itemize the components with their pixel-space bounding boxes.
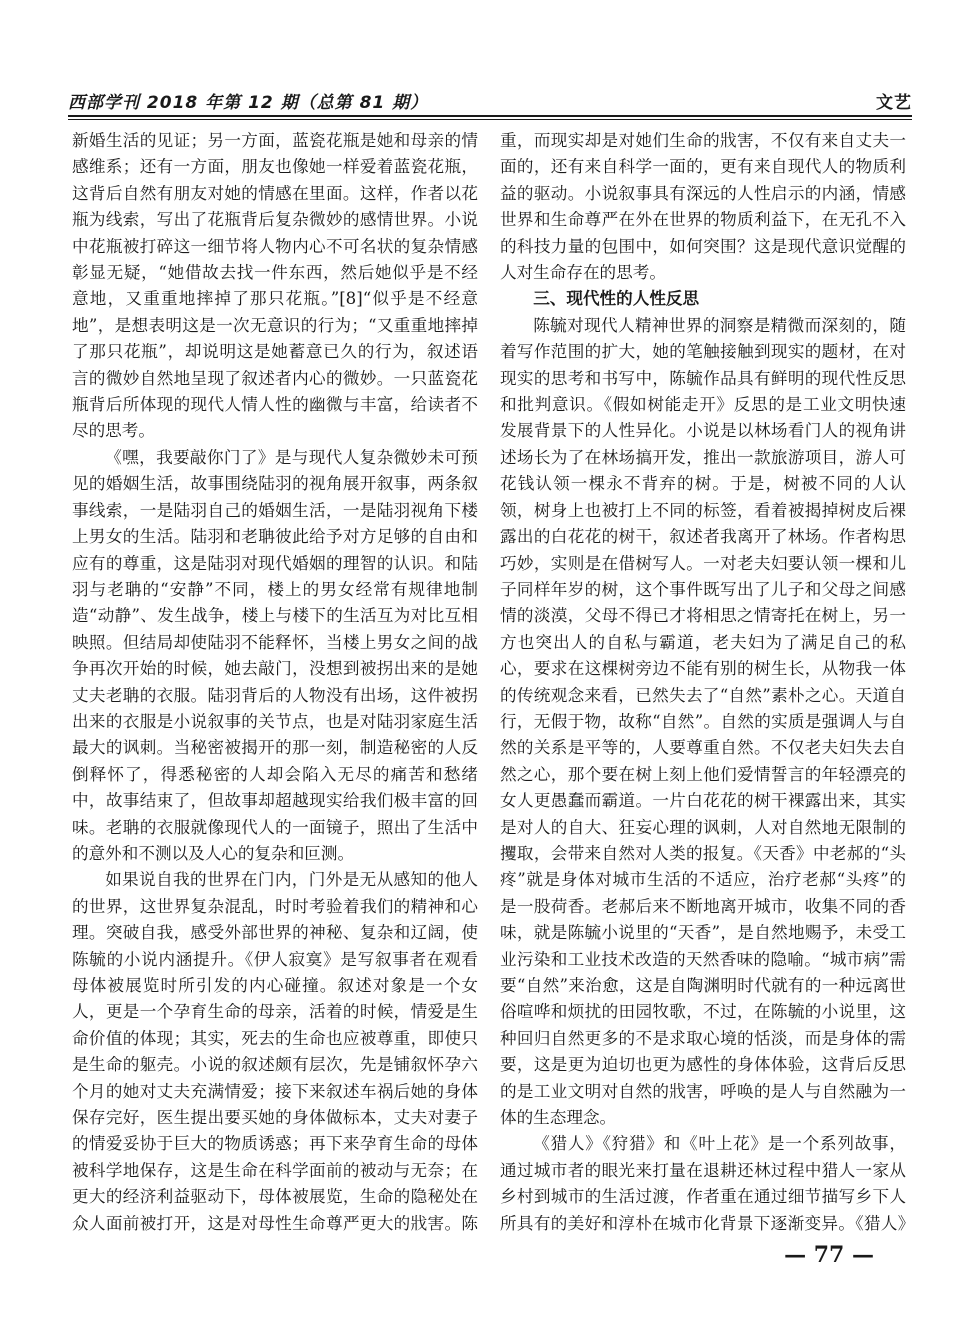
header-rule [68,115,912,117]
section-heading: 三、现代性的人性反思 [533,289,700,309]
journal-issue-title: 西部学刊 2018 年第 12 期（总第 81 期） [68,93,429,113]
header-rule-thin [68,119,912,120]
body-paragraph: 陈毓对现代人精神世界的洞察是精微而深刻的，随着写作范围的扩大，她的笔触接触到现实的题材，在对现实的思考和书写中，陈毓作品具有鲜明的现代性反思和批判意识。《假如树能走开》反思的是工业文明快速发展背景下的人性异化。小说是以林场看门人的视角讲述场长为了在林场搞开发，推出一款旅游项目，游人可花钱认领一棵永不背弃的树。于是，树被不同的人认领，树身上也被打上不同的标签，看着被揭掉树皮后裸露出的白花花的树干，叙述者我离开了林场。作者构思巧妙，实则是在借树写人。一对老夫妇要认领一棵和儿子同样年岁的树，这个事件既写出了儿子和父母之间感情的淡漠，父母不得已才将相思之情寄托在树上，另一方也突出人的自私与霸道，老夫妇为了满足自己的私心，要求在这棵树旁边不能有别的树生长，从物我一体的传统观念来看，已然失去了“自然”素朴之心。天道自行，无假于物，故称“自然”。自然的实质是强调人与自然的关系是平等的，人要尊重自然。不仅老夫妇失去自然之心，那个要在树上刻上他们爱情誓言的年轻漂亮的女人更愚蠢而霸道。一片白花花的树干裸露出来，其实是对人的自大、狂妄心理的讽刺，人对自然地无限制的攫取，会带来自然对人类的报复。《天香》中老郝的“头疼”就是身体对城市生活的不适应，治疗老郝“头疼”的是一股荷香。老郝后来不断地离开城市，收集不同的香味，就是陈毓小说里的“天香”，是自然地赐予，未受工业污染和工业技术改造的天然香味的隐喻。“城市病”需要“自然”来治愈，这是自陶渊明时代就有的一种远离世俗喧哗和烦扰的田园牧歌，不过，在陈毓的小说里，这种回归自然更多的不是求取心境的恬淡，而是身体的需要，这是更为迫切也更为感性的身体体验，这背后反思的是工业文明对自然的戕害，呼唤的是人与自然融为一体的生态理念。 [500,315,906,1128]
left-text-column [72,128,478,1238]
body-paragraph: 如果说自我的世界在门内，门外是无从感知的他人的世界，这世界复杂混乱，时时考验着我们的精神和心理。突破自我，感受外部世界的神秘、复杂和辽阔，使陈毓的小说内涵提升。《伊人寂寞》是写叙事者在观看母体被展览时所引发的内心碰撞。叙述对象是一个女人，更是一个孕育生命的母亲，活着的时候，情爱是生命价值的体现；其实，死去的生命也应被尊重，即使只是生命的躯壳。小说的叙述颇有层次，先是铺叙怀孕六个月的她对丈夫充满情爱；接下来叙述车祸后她的身体保存完好，医生提出要买她的身体做标本，丈夫对妻子的情爱妥协于巨大的物质诱惑；再下来孕育生命的母体被科学地保存，这是生命在科学面前的被动与无奈；在更大的经济利益驱动下，母体被展览，生命的隐秘处在众人面前被打开，这是对母性生命尊严更大的戕害。陈 [72,870,478,1233]
right-text-column [500,128,906,1238]
body-paragraph: 重，而现实却是对她们生命的戕害，不仅有来自丈夫一面的，还有来自科学一面的，更有来自现代人的物质利益的驱动。小说叙事具有深远的人性启示的内涵，情感世界和生命尊严在外在世界的物质利益下，在无孔不入的科技力量的包围中，如何突围？这是现代意识觉醒的人对生命存在的思考。 [500,131,906,283]
body-paragraph: 《猎人》《狩猎》和《叶上花》是一个系列故事，通过城市者的眼光来打量在退耕还林过程中猎人一家从乡村到城市的生活过渡，作者重在通过细节描写乡下人所具有的美好和淳朴在城市化背景下逐渐变异。《猎人》 [500,1134,906,1233]
page-number: — 77 — [784,1242,874,1268]
page-header [68,86,912,116]
body-paragraph: 《嘿，我要敲你门了》是与现代人复杂微妙未可预见的婚姻生活，故事围绕陆羽的视角展开叙事，两条叙事线索，一是陆羽自己的婚姻生活，一是陆羽视角下楼上男女的生活。陆羽和老聃彼此给予对方足够的自由和应有的尊重，这是陆羽对现代婚姻的理智的认识。和陆羽与老聃的“安静”不同，楼上的男女经常有规律地制造“动静”、发生战争，楼上与楼下的生活互为对比互相映照。但结局却使陆羽不能释怀，当楼上男女之间的战争再次开始的时候，她去敲门，没想到被拐出来的是她丈夫老聃的衣服。陆羽背后的人物没有出场，这件被拐出来的衣服是小说叙事的关节点，也是对陆羽家庭生活最大的讽刺。当秘密被揭开的那一刻，制造秘密的人反倒释怀了，得悉秘密的人却会陷入无尽的痛苦和愁绪中，故事结束了，但故事却超越现实给我们极丰富的回味。老聃的衣服就像现代人的一面镜子，照出了生活中的意外和不测以及人心的复杂和叵测。 [72,447,478,863]
section-label: 文艺 [876,93,912,113]
body-paragraph: 新婚生活的见证；另一方面，蓝瓷花瓶是她和母亲的情感维系；还有一方面，朋友也像她一样爱着蓝瓷花瓶，这背后自然有朋友对她的情感在里面。这样，作者以花瓶为线索，写出了花瓶背后复杂微妙的感情世界。小说中花瓶被打碎这一细节将人物内心不可名状的复杂情感彰显无疑，“她借故去找一件东西，然后她似乎是不经意地，又重重地摔掉了那只花瓶。”[8]“似乎是不经意地”，是想表明这是一次无意识的行为；“又重重地摔掉了那只花瓶”，却说明这是她蓄意已久的行为，叙述语言的微妙自然地呈现了叙述者内心的微妙。一只蓝瓷花瓶背后所体现的现代人情人性的幽微与丰富，给读者不尽的思考。 [72,131,478,441]
